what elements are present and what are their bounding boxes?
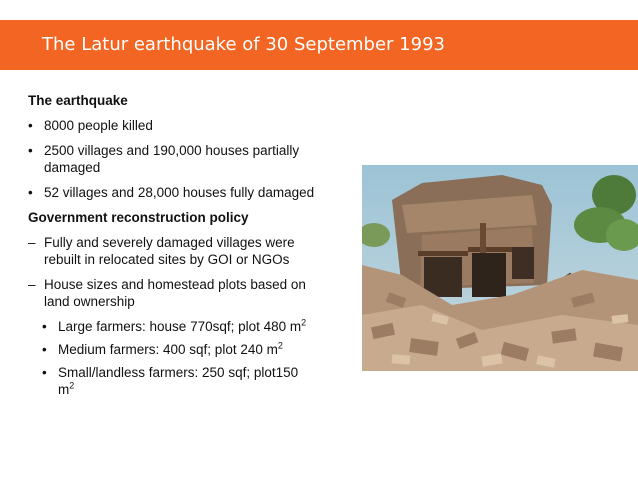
section-heading-earthquake: The earthquake — [28, 93, 128, 108]
slide-title: The Latur earthquake of 30 September 1993 — [42, 34, 445, 55]
bullet-marker: • — [42, 365, 47, 380]
bullet-text: 8000 people killed — [44, 118, 153, 133]
bullet-item — [28, 142, 318, 176]
bullet-item — [28, 117, 318, 134]
section-heading-policy: Government reconstruction policy — [28, 210, 249, 225]
bullet-text: 52 villages and 28,000 houses fully damaged — [44, 185, 315, 200]
sub-bullet-text: Small/landless farmers: 250 sqf; plot150 m — [58, 365, 299, 397]
dash-text: House sizes and homestead plots based on land ownership — [44, 277, 306, 309]
sub-bullet-item — [28, 341, 318, 358]
bullet-marker: • — [42, 342, 47, 357]
rubble-illustration — [362, 165, 638, 371]
bullet-marker: • — [28, 118, 33, 133]
superscript: 2 — [301, 317, 307, 328]
dash-item — [28, 234, 318, 268]
dash-text: Fully and severely damaged villages were rebuilt in relocated sites by GOI or NGOs — [44, 235, 295, 267]
bullet-text: 2500 villages and 190,000 houses partially damaged — [44, 143, 300, 175]
dash-item — [28, 276, 318, 310]
bullet-marker: • — [28, 185, 33, 200]
title-bar — [0, 20, 638, 70]
dash-marker: – — [28, 277, 36, 292]
slide-content — [28, 92, 318, 404]
sub-bullet-text: Medium farmers: 400 sqf; plot 240 m — [58, 342, 278, 357]
superscript: 2 — [69, 380, 75, 391]
sub-bullet-item — [28, 364, 318, 398]
collapsed-house-rubble-photo — [362, 165, 638, 371]
bullet-item — [28, 184, 318, 201]
sub-bullet-text: Large farmers: house 770sqf; plot 480 m — [58, 319, 302, 334]
superscript: 2 — [277, 340, 283, 351]
bullet-marker: • — [28, 143, 33, 158]
dash-marker: – — [28, 235, 36, 250]
sub-bullet-item — [28, 318, 318, 335]
bullet-marker: • — [42, 319, 47, 334]
